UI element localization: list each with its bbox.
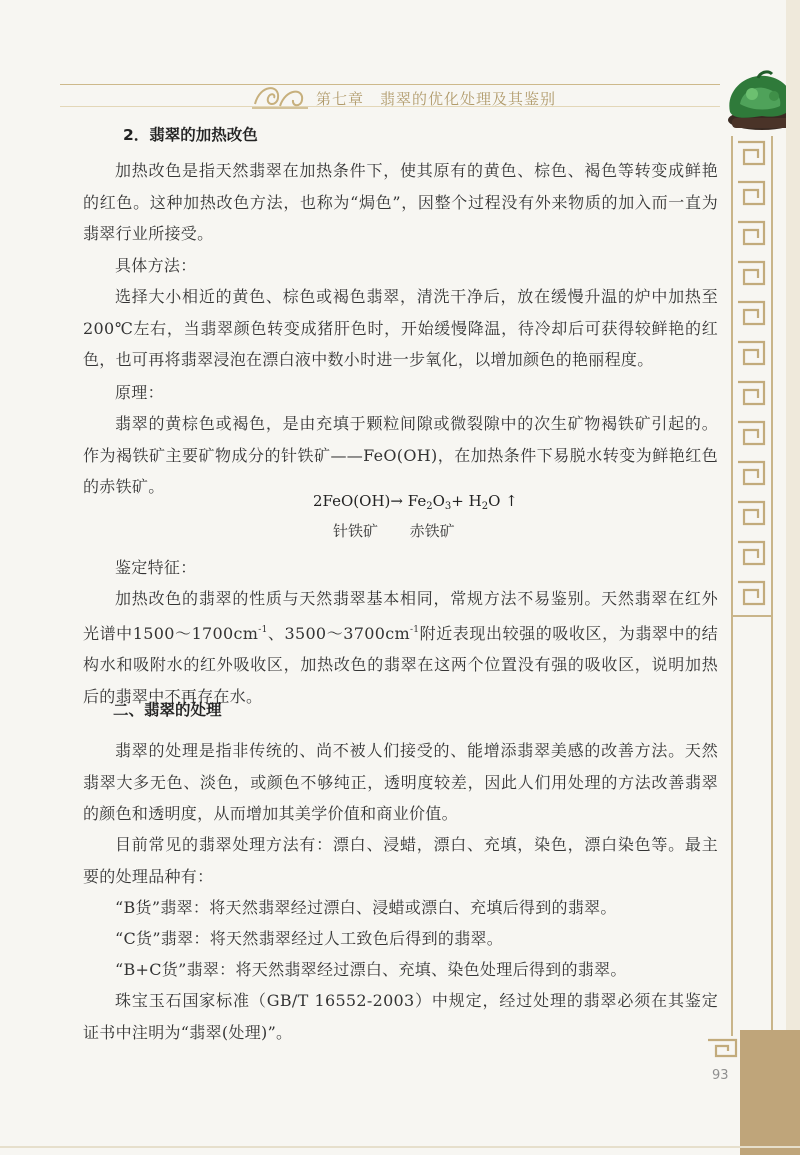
equation-sub-h2: 2	[481, 501, 489, 512]
identify-label: 鉴定特征：	[115, 558, 197, 577]
superscript-1: -1	[258, 624, 268, 635]
equation-sub-2: 2	[426, 501, 433, 512]
cloud-scroll-ornament-icon	[250, 74, 310, 114]
equation-sub-3: 3	[444, 501, 452, 512]
identify-text-b: 、3500～3700cm	[267, 623, 410, 643]
greek-key-border	[730, 136, 780, 1036]
treatment-paragraph: 翡翠的处理是指非传统的、尚不被人们接受的、能增添翡翠美感的改善方法。天然翡翠大多无色、淡色，或颜色不够纯正，透明度较差，因此人们用处理的方法改善翡翠的颜色和透明度，从而增加其美学价值和商业价值。	[83, 741, 718, 823]
methods-paragraph: 目前常见的翡翠处理方法有：漂白、浸蜡，漂白、充填，染色，漂白染色等。最主要的处理品种有：	[83, 835, 718, 886]
equation-reactant: 2FeO(OH)→	[313, 492, 403, 510]
equation-product-o: O	[432, 492, 445, 510]
c-goods-item: “C货”翡翠：将天然翡翠经过人工致色后得到的翡翠。	[115, 929, 504, 948]
identify-paragraph	[83, 583, 718, 712]
equation-labels	[333, 520, 455, 541]
label-hematite: 赤铁矿	[409, 522, 455, 540]
principle-label: 原理：	[115, 383, 164, 402]
intro-paragraph: 加热改色是指天然翡翠在加热条件下，使其原有的黄色、棕色、褐色等转变成鲜艳的红色。这种加热改色方法，也称为“焗色”，因整个过程没有外来物质的加入而一直为翡翠行业所接受。	[83, 161, 718, 243]
identify-text-c: 附近表现出较强的吸收区，为翡翠中的结构水和吸附水的红外吸收区，加热改色的翡翠在这两个位置没有强的吸收区，说明加热后的翡翠中不再存在水。	[83, 623, 718, 706]
method-paragraph: 选择大小相近的黄色、棕色或褐色翡翠，清洗干净后，放在缓慢升温的炉中加热至200℃左右，当翡翠颜色转变成猪肝色时，开始缓慢降温，待冷却后可获得较鲜艳的红色，也可再将翡翠浸泡在漂白液中数小时进一步氧化，以增加颜色的艳丽程度。	[83, 287, 718, 369]
bc-goods-item: “B+C货”翡翠：将天然翡翠经过漂白、充填、染色处理后得到的翡翠。	[115, 960, 627, 979]
equation-product-fe: Fe	[407, 492, 427, 510]
header-rule	[60, 84, 720, 85]
identify-text-a: 加热改色的翡翠的性质与天然翡翠基本相同，常规方法不易鉴别。天然翡翠在红外光谱中1500～1700cm	[83, 589, 718, 643]
superscript-2: -1	[409, 624, 420, 635]
chapter-title: 第七章 翡翠的优化处理及其鉴别	[316, 90, 557, 108]
equation-plus-h: + H	[451, 492, 482, 510]
chemical-equation	[313, 492, 518, 512]
method-label: 具体方法：	[115, 256, 197, 275]
label-goethite: 针铁矿	[333, 522, 379, 540]
page-number: 93	[712, 1068, 729, 1083]
b-goods-item: “B货”翡翠：将天然翡翠经过漂白、浸蜡或漂白、充填后得到的翡翠。	[115, 898, 617, 917]
bottom-rule	[0, 1146, 800, 1148]
equation-water-end: O ↑	[488, 492, 518, 510]
right-margin-band	[786, 0, 800, 1155]
subsection-heading: 2．翡翠的加热改色	[123, 126, 258, 144]
standard-paragraph: 珠宝玉石国家标准（GB/T 16552-2003）中规定，经过处理的翡翠必须在其鉴定证书中注明为“翡翠(处理)”。	[83, 991, 718, 1042]
section-heading: 二、翡翠的处理	[113, 701, 222, 719]
principle-paragraph: 翡翠的黄棕色或褐色，是由充填于颗粒间隙或微裂隙中的次生矿物褐铁矿引起的。作为褐铁矿主要矿物成分的针铁矿——FeO(OH)，在加热条件下易脱水转变为鲜艳红色的赤铁矿。	[83, 414, 718, 496]
